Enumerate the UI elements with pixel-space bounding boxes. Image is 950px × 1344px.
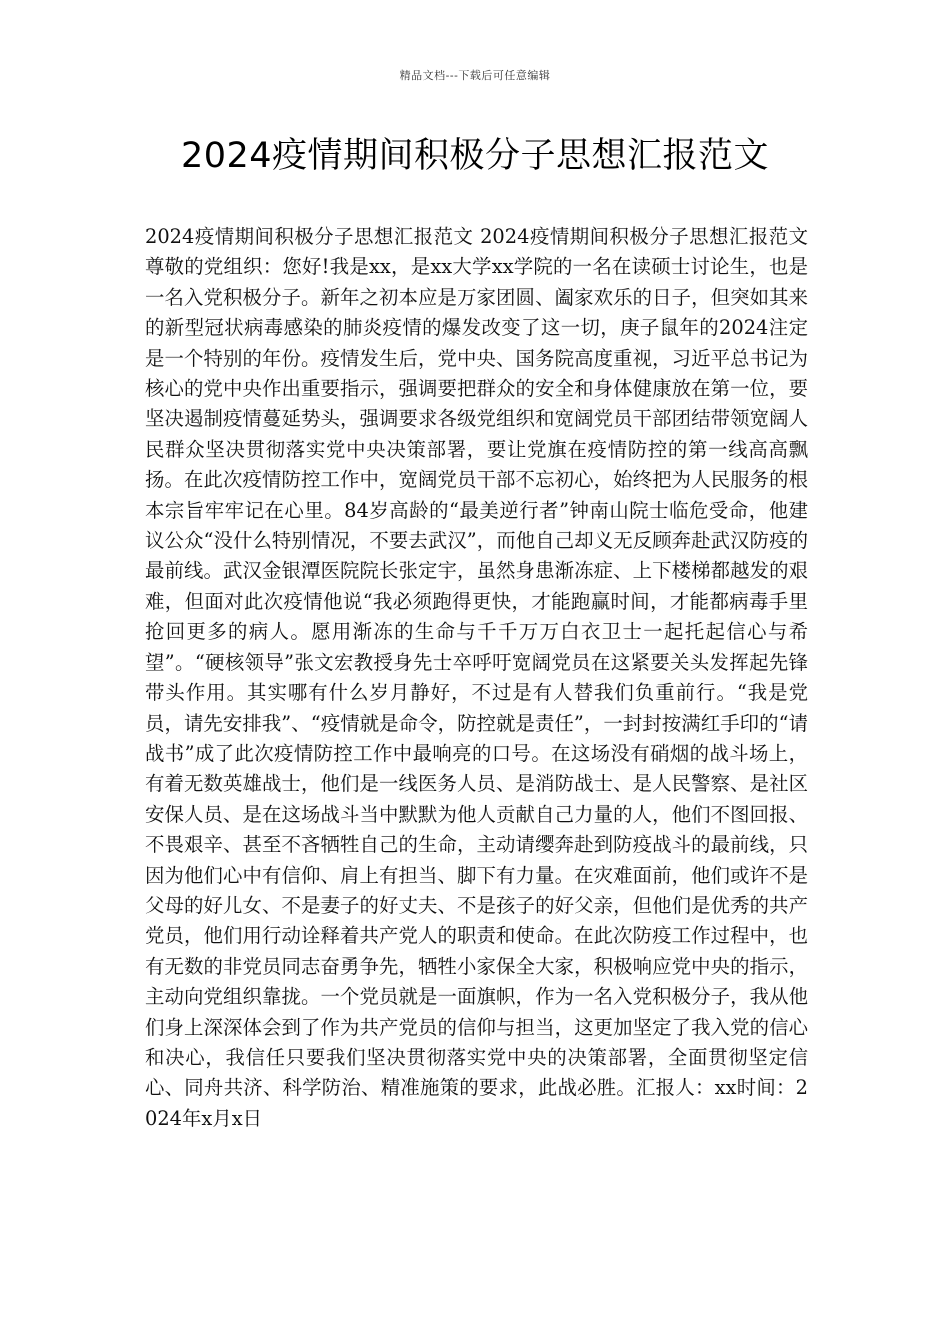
header-note: 精品文档---下载后可任意编辑 xyxy=(399,69,551,82)
document-body: 2024疫情期间积极分子思想汇报范文 2024疫情期间积极分子思想汇报范文尊敬的党组织：您好!我是xx，是xx大学xx学院的一名在读硕士讨论生，也是一名入党积极分子。新年之初本应是万家团圆、阖家欢乐的日子，但突如其来的新型冠状病毒感染的肺炎疫情的爆发改变了这一切，庚子鼠年的2024注定是一个特别的年份。疫情发生后，党中央、国务院高度重视，习近平总书记为核心的党中央作出重要指示，强调要把群众的安全和身体健康放在第一位，要坚决遏制疫情蔓延势头，强调要求各级党组织和宽阔党员干部团结带领宽阔人民群众坚决贯彻落实党中央决策部署，要让党旗在疫情防控的第一线高高飘扬。在此次疫情防控工作中，宽阔党员干部不忘初心，始终把为人民服务的根本宗旨牢牢记在心里。84岁高龄的“最美逆行者”钟南山院士临危受命，他建议公众“没什么特别情况，不要去武汉”，而他自己却义无反顾奔赴武汉防疫的最前线。武汉金银潭医院院长张定宇，虽然身患渐冻症、上下楼梯都越发的艰难，但面对此次疫情他说“我必须跑得更快，才能跑赢时间，才能都病毒手里抢回更多的病人。愿用渐冻的生命与千千万万白衣卫士一起托起信心与希望”。“硬核领导”张文宏教授身先士卒呼吁宽阔党员在这紧要关头发挥起先锋带头作用。其实哪有什么岁月静好，不过是有人替我们负重前行。“我是党员，请先安排我”、“疫情就是命令，防控就是责任”，一封封按满红手印的“请战书”成了此次疫情防控工作中最响亮的口号。在这场没有硝烟的战斗场上，有着无数英雄战士，他们是一线医务人员、是消防战士、是人民警察、是社区安保人员、是在这场战斗当中默默为他人贡献自己力量的人，他们不图回报、不畏艰辛、甚至不吝牺牲自己的生命，主动请缨奔赴到防疫战斗的最前线，只因为他们心中有信仰、肩上有担当、脚下有力量。在灾难面前，他们或许不是父母的好儿女、不是妻子的好丈夫、不是孩子的好父亲，但他们是优秀的共产党员，他们用行动诠释着共产党人的职责和使命。在此次防疫工作过程中，也有无数的非党员同志奋勇争先，牺牲小家保全大家，积极响应党中央的指示，主动向党组织靠拢。一个党员就是一面旗帜，作为一名入党积极分子，我从他们身上深深体会到了作为共产党员的信仰与担当，这更加坚定了我入党的信心和决心，我信任只要我们坚决贯彻落实党中央的决策部署，全面贯彻坚定信心、同舟共济、科学防治、精准施策的要求，此战必胜。汇报人：xx时间：2024年x月x日 xyxy=(145,225,808,1130)
document-title: 2024疫情期间积极分子思想汇报范文 xyxy=(180,136,770,176)
